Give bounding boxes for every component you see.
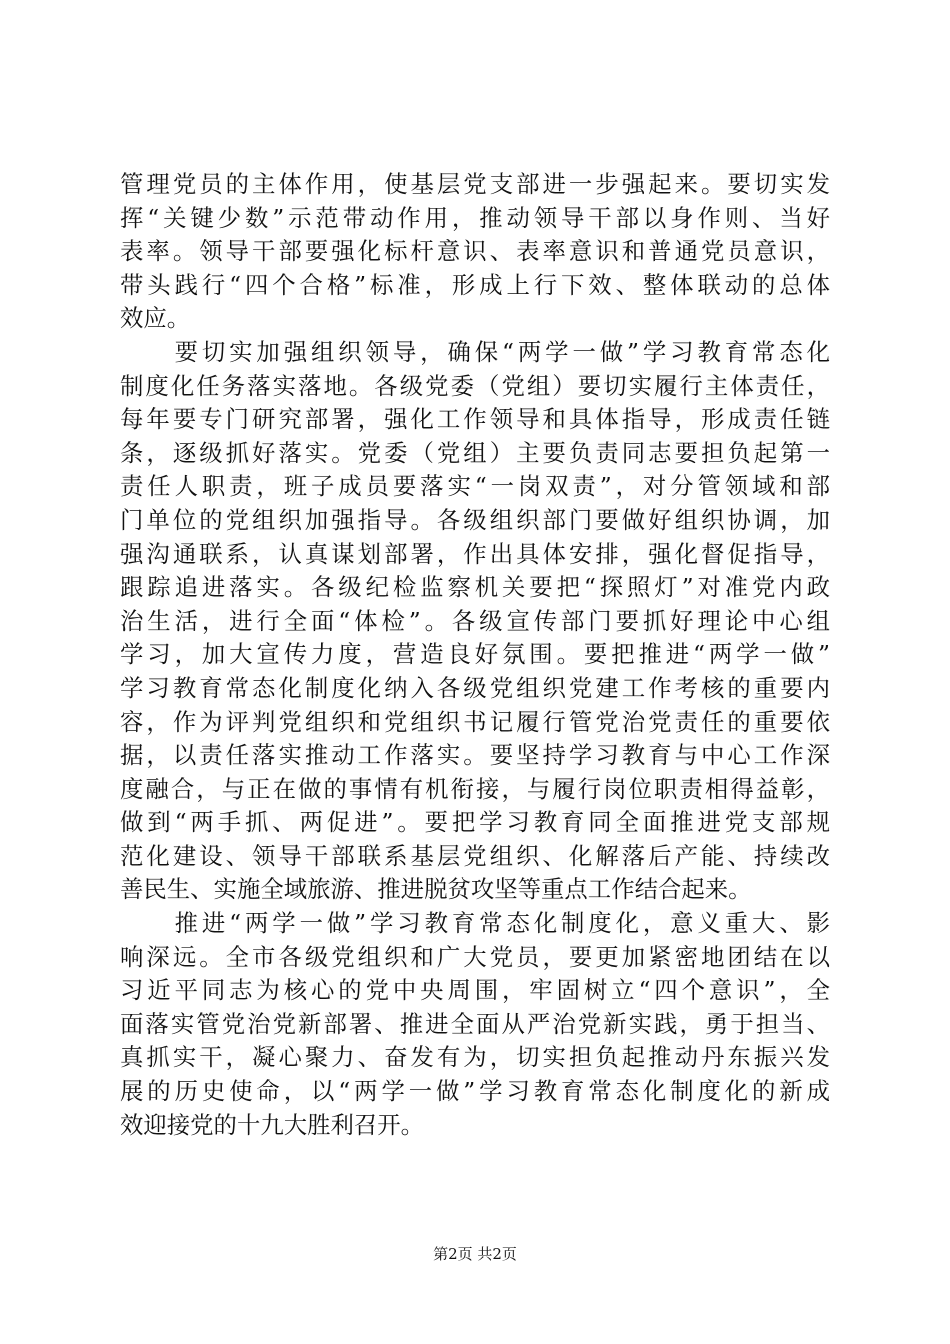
text-line: 学习教育常态化制度化纳入各级党组织党建工作考核的重要内: [120, 673, 830, 702]
document-body: [120, 168, 830, 1142]
text-line: 范化建设、领导干部联系基层党组织、化解落后产能、持续改: [120, 841, 830, 870]
text-line: 度融合，与正在做的事情有机衔接，与履行岗位职责相得益彰，: [120, 774, 830, 803]
paragraph: [120, 336, 830, 907]
text-line: 强沟通联系，认真谋划部署，作出具体安排，强化督促指导，: [120, 539, 830, 568]
text-line: 容，作为评判党组织和党组织书记履行管党治党责任的重要依: [120, 707, 830, 736]
text-line: 面落实管党治党新部署、推进全面从严治党新实践，勇于担当、: [120, 1009, 830, 1038]
text-line: 每年要专门研究部署，强化工作领导和具体指导，形成责任链: [120, 405, 830, 434]
text-line: 响深远。全市各级党组织和广大党员，要更加紧密地团结在以: [120, 942, 830, 971]
text-line: 推进“两学一做”学习教育常态化制度化，意义重大、影: [120, 909, 830, 938]
text-line: 表率。领导干部要强化标杆意识、表率意识和普通党员意识，: [120, 237, 830, 266]
text-line: 善民生、实施全域旅游、推进脱贫攻坚等重点工作结合起来。: [120, 875, 752, 904]
text-line: 治生活，进行全面“体检”。各级宣传部门要抓好理论中心组: [120, 606, 830, 635]
text-line: 效迎接党的十九大胜利召开。: [120, 1110, 425, 1139]
text-line: 跟踪追进落实。各级纪检监察机关要把“探照灯”对准党内政: [120, 573, 830, 602]
text-line: 条，逐级抓好落实。党委（党组）主要负责同志要担负起第一: [120, 438, 830, 467]
text-line: 制度化任务落实落地。各级党委（党组）要切实履行主体责任，: [120, 371, 830, 400]
text-line: 效应。: [120, 304, 191, 333]
paragraph: [120, 168, 830, 336]
text-line: 要切实加强组织领导，确保“两学一做”学习教育常态化: [120, 337, 830, 366]
text-line: 责任人职责，班子成员要落实“一岗双责”，对分管领域和部: [120, 472, 830, 501]
paragraph: [120, 907, 830, 1142]
text-line: 展的历史使命，以“两学一做”学习教育常态化制度化的新成: [120, 1077, 830, 1106]
text-line: 学习，加大宣传力度，营造良好氛围。要把推进“两学一做”: [120, 640, 830, 669]
page-number-footer: 第2页 共2页: [433, 1245, 517, 1263]
text-line: 做到“两手抓、两促进”。要把学习教育同全面推进党支部规: [120, 808, 830, 837]
text-line: 据，以责任落实推动工作落实。要坚持学习教育与中心工作深: [120, 741, 830, 770]
text-line: 带头践行“四个合格”标准，形成上行下效、整体联动的总体: [120, 270, 830, 299]
text-line: 习近平同志为核心的党中央周围，牢固树立“四个意识”，全: [120, 976, 830, 1005]
text-line: 挥“关键少数”示范带动作用，推动领导干部以身作则、当好: [120, 203, 830, 232]
text-line: 管理党员的主体作用，使基层党支部进一步强起来。要切实发: [120, 170, 830, 198]
text-line: 门单位的党组织加强指导。各级组织部门要做好组织协调，加: [120, 505, 830, 534]
text-line: 真抓实干，凝心聚力、奋发有为，切实担负起推动丹东振兴发: [120, 1043, 830, 1072]
